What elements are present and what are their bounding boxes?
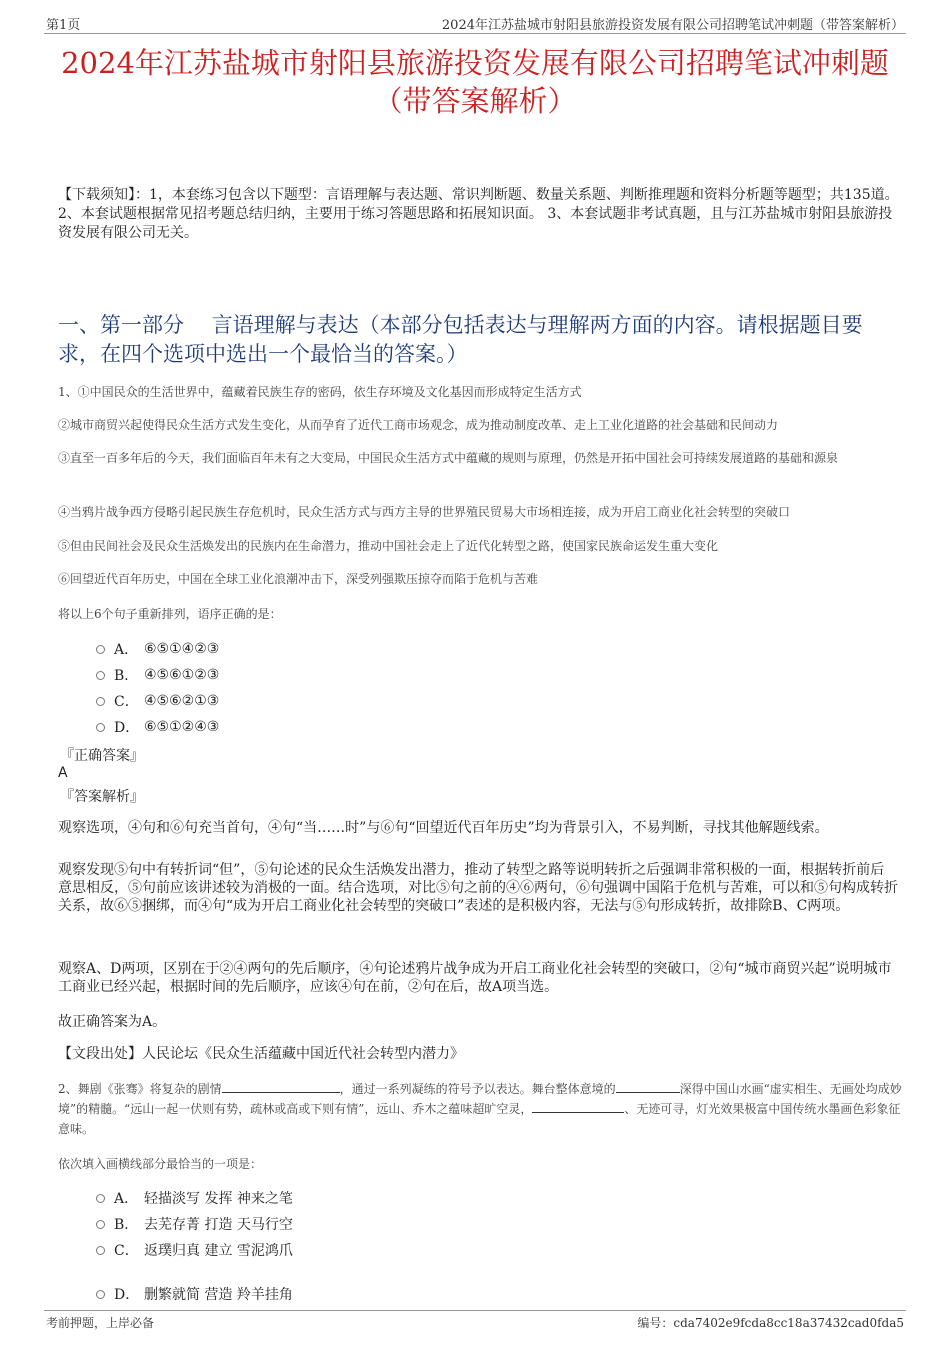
option-letter: D．: [114, 1287, 140, 1303]
option-text: 返璞归真 建立 雪泥鸿爪: [144, 1243, 293, 1259]
header-divider: [44, 33, 906, 34]
q2-passage-part-4: 、无迹可寻，灯光效果极富中国传统水墨画色彩象征意味。: [58, 1102, 901, 1136]
page-number: 第1页: [46, 18, 81, 33]
radio-icon[interactable]: [96, 671, 105, 680]
option-letter: A．: [114, 642, 139, 658]
blank-3: [532, 1100, 624, 1113]
option-text: ⑥⑤①②④③: [144, 719, 220, 735]
analysis-paragraph-1: 观察选项，④句和⑥句充当首句，④句“当……时”与⑥句“回望近代百年历史”均为背景引入，不易判断，寻找其他解题线索。: [58, 820, 829, 836]
option-text: ⑥⑤①④②③: [144, 641, 220, 657]
analysis-label: 『答案解析』: [60, 789, 144, 805]
radio-icon[interactable]: [96, 1246, 105, 1255]
radio-icon[interactable]: [96, 1220, 105, 1229]
analysis-paragraph-2: 观察发现⑤句中有转折词“但”，⑤句论述的民众生活焕发出潜力，推动了转型之路等说明转折之后强调非常积极的一面，根据转折前后意思相反，⑤句前应该讲述较为消极的一面。结合选项，对比⑤句之前的④⑥两句，⑥句强调中国陷于危机与苦难，可以和⑤句构成转折关系，故⑥⑤捆绑，而④句“成为开启工商业化社会转型的突破口”表述的是积极内容，无法与⑤句形成转折，故排除B、C两项。: [58, 862, 898, 914]
option-letter: C．: [114, 1243, 139, 1259]
blank-2: [616, 1080, 680, 1093]
download-notice: 【下载须知】：1，本套练习包含以下题型：言语理解与表达题、常识判断题、数量关系题、判断推理题和资料分析题等题型；共135道。 2、本套试题根据常见招考题总结归纳，主要用于练习答题思路和拓展知识面。 3、本套试题非考试真题，且与江苏盐城市射阳县旅游投资发展有限公司无关。: [58, 187, 899, 241]
option-text: ④⑤⑥②①③: [144, 693, 220, 709]
text-source: 【文段出处】人民论坛《民众生活蕴藏中国近代社会转型内潜力》: [58, 1046, 464, 1062]
q2-option-d[interactable]: [96, 1284, 293, 1304]
q1-sentence-4: ④当鸦片战争西方侵略引起民族生存危机时，民众生活方式与西方主导的世界殖民贸易大市场相连接，成为开启工商业化社会转型的突破口: [58, 505, 791, 519]
analysis-paragraph-3: 观察A、D两项，区别在于②④两句的先后顺序，④句论述鸦片战争成为开启工商业化社会转型的突破口，②句“城市商贸兴起”说明城市工商业已经兴起，根据时间的先后顺序，应该④句在前，②句在后，故A项当选。: [58, 961, 892, 995]
q1-sentence-5: ⑤但由民间社会及民众生活焕发出的民族内在生命潜力，推动中国社会走上了近代化转型之路，使国家民族命运发生重大变化: [58, 539, 719, 553]
correct-answer-label: 『正确答案』: [60, 748, 144, 764]
option-letter: B．: [114, 668, 139, 684]
q2-option-b[interactable]: [96, 1214, 293, 1234]
q2-passage-part-1: 2、舞剧《张骞》将复杂的剧情: [58, 1082, 222, 1096]
q2-prompt: 依次填入画横线部分最恰当的一项是：: [58, 1157, 263, 1171]
footer-doc-id: 编号：cda7402e9fcda8cc18a37432cad0fda5: [637, 1316, 904, 1330]
radio-icon[interactable]: [96, 1290, 105, 1299]
option-letter: B．: [114, 1217, 139, 1233]
radio-icon[interactable]: [96, 1194, 105, 1203]
q1-sentence-1: 1、①中国民众的生活世界中，蕴藏着民族生存的密码，依生存环境及文化基因而形成特定生活方式: [58, 385, 582, 399]
q1-option-d[interactable]: [96, 717, 219, 737]
q2-option-a[interactable]: [96, 1188, 293, 1208]
option-letter: C．: [114, 694, 139, 710]
option-text: 轻描淡写 发挥 神来之笔: [144, 1191, 293, 1207]
option-text: 去芜存菁 打造 天马行空: [144, 1217, 293, 1233]
footer-slogan: 考前押题，上岸必备: [46, 1316, 155, 1330]
radio-icon[interactable]: [96, 645, 105, 654]
q1-sentence-2: ②城市商贸兴起使得民众生活方式发生变化，从而孕育了近代工商市场观念，成为推动制度改革、走上工业化道路的社会基础和民间动力: [58, 418, 779, 432]
document-title: 2024年江苏盐城市射阳县旅游投资发展有限公司招聘笔试冲刺题（带答案解析）: [61, 46, 889, 118]
q1-sentence-6: ⑥回望近代百年历史，中国在全球工业化浪潮冲击下，深受列强欺压掠夺而陷于危机与苦难: [58, 572, 539, 586]
radio-icon[interactable]: [96, 723, 105, 732]
footer-divider: [44, 1310, 906, 1311]
analysis-conclusion: 故正确答案为A。: [58, 1014, 167, 1030]
q1-option-a[interactable]: [96, 639, 219, 659]
option-letter: A．: [114, 1191, 139, 1207]
correct-answer: A: [58, 765, 68, 781]
q1-sentence-3: ③直至一百多年后的今天，我们面临百年未有之大变局，中国民众生活方式中蕴藏的规则与原理，仍然是开拓中国社会可持续发展道路的基础和源泉: [58, 451, 839, 465]
q1-option-c[interactable]: [96, 691, 219, 711]
option-letter: D．: [114, 720, 140, 736]
q2-passage-part-3: 深得中国山水画“虚实相生、无画处均成妙境”的精髓。“远山一起一伏则有势，疏林或高或下则有情”，远山、乔木之蕴味超旷空灵，: [58, 1082, 902, 1116]
option-text: ④⑤⑥①②③: [144, 667, 220, 683]
q2-passage: [58, 1079, 902, 1139]
option-text: 删繁就简 营造 羚羊挂角: [144, 1287, 293, 1303]
q1-option-b[interactable]: [96, 665, 219, 685]
blank-1: [222, 1080, 340, 1093]
q2-option-c[interactable]: [96, 1240, 293, 1260]
section-heading: 一、第一部分 言语理解与表达（本部分包括表达与理解两方面的内容。请根据题目要求，在四个选项中选出一个最恰当的答案。）: [58, 313, 863, 366]
q2-passage-part-2: ，通过一系列凝练的符号予以表达。舞台整体意境的: [339, 1082, 616, 1096]
q1-prompt: 将以上6个句子重新排列，语序正确的是：: [58, 607, 282, 621]
running-header-title: 2024年江苏盐城市射阳县旅游投资发展有限公司招聘笔试冲刺题（带答案解析）: [441, 18, 904, 33]
radio-icon[interactable]: [96, 697, 105, 706]
